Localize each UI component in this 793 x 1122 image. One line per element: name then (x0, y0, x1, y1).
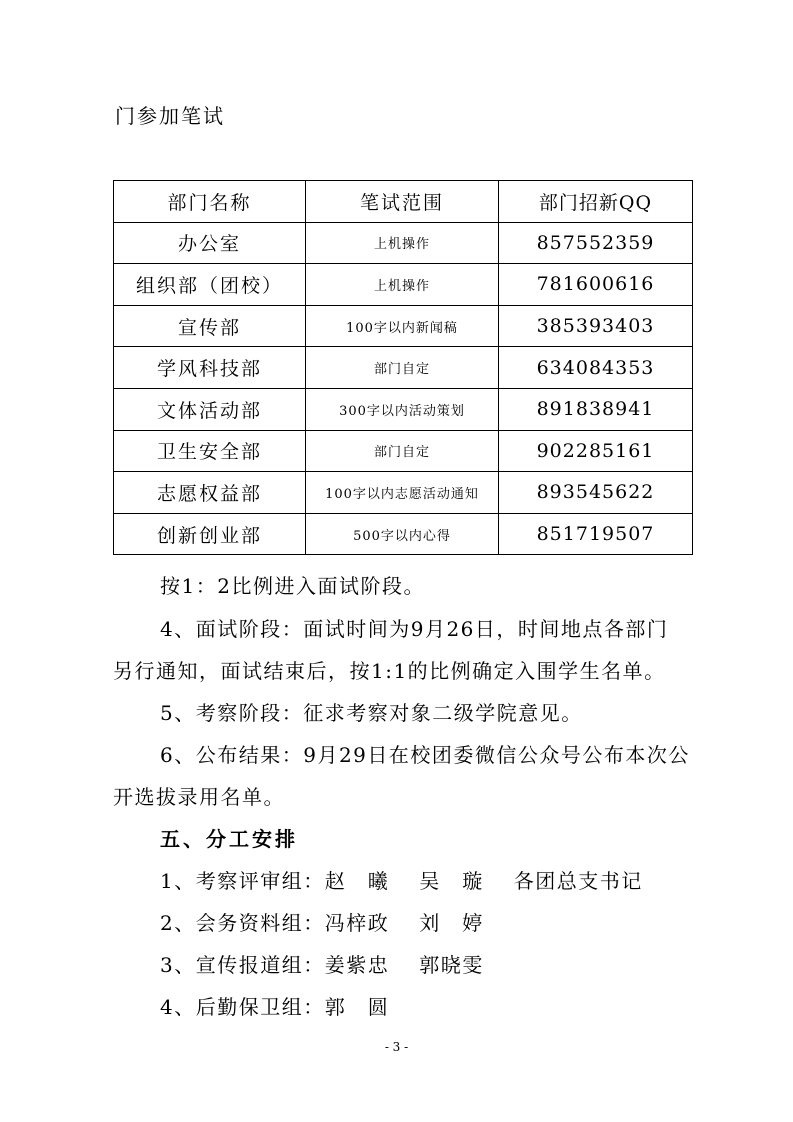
recruit-qq: 891838941 (499, 388, 693, 430)
paragraph-announce-line1: 6、公布结果：9月29日在校团委微信公众号公布本次公 (160, 743, 690, 767)
person-name: 冯梓政 (324, 911, 390, 935)
table-row (114, 430, 693, 472)
table-header-cell: 部门招新QQ (499, 181, 693, 223)
department-name: 办公室 (114, 222, 306, 264)
person-name: 郭 圆 (324, 995, 390, 1019)
duty-label: 1、考察评审组： (160, 869, 325, 893)
table-header-row (114, 181, 693, 223)
department-name: 学风科技部 (114, 347, 306, 389)
recruit-qq: 902285161 (499, 430, 693, 472)
recruit-qq: 857552359 (499, 222, 693, 264)
table-row (114, 388, 693, 430)
department-table (113, 180, 693, 555)
person-name: 郭晓雯 (419, 953, 484, 977)
paragraph-inspection: 5、考察阶段：征求考察对象二级学院意见。 (160, 701, 583, 725)
table-row (114, 264, 693, 306)
exam-scope: 部门自定 (306, 430, 499, 472)
exam-scope: 上机操作 (306, 222, 499, 264)
person-name: 刘 婷 (419, 911, 484, 935)
department-name: 创新创业部 (114, 513, 306, 555)
duty-item (160, 949, 484, 978)
table-row (114, 472, 693, 514)
duty-label: 2、会务资料组： (160, 911, 325, 935)
person-name: 各团总支书记 (513, 869, 643, 893)
recruit-qq: 385393403 (499, 305, 693, 347)
department-name: 卫生安全部 (114, 430, 306, 472)
department-name: 组织部（团校） (114, 264, 306, 306)
exam-scope: 500字以内心得 (306, 513, 499, 555)
person-name: 赵 曦 (324, 869, 390, 893)
table-row (114, 347, 693, 389)
duty-item (160, 907, 484, 936)
table-row (114, 305, 693, 347)
recruit-qq: 781600616 (499, 264, 693, 306)
lead-line: 门参加笔试 (115, 104, 225, 128)
paragraph-ratio: 按1：2比例进入面试阶段。 (160, 574, 425, 598)
department-name: 文体活动部 (114, 388, 306, 430)
duty-item (160, 991, 389, 1020)
exam-scope: 上机操作 (306, 264, 499, 306)
paragraph-interview-line2: 另行通知，面试结束后，按1:1的比例确定入围学生名单。 (113, 659, 666, 683)
duty-label: 4、后勤保卫组： (160, 995, 325, 1019)
section-heading: 五、分工安排 (160, 827, 298, 851)
exam-scope: 100字以内志愿活动通知 (306, 472, 499, 514)
page-number: - 3 - (384, 1040, 409, 1054)
duty-item (160, 865, 643, 894)
exam-scope: 300字以内活动策划 (306, 388, 499, 430)
recruit-qq: 634084353 (499, 347, 693, 389)
person-name: 吴 璇 (419, 869, 484, 893)
paragraph-announce-line2: 开选拔录用名单。 (113, 785, 285, 809)
person-name: 姜紫忠 (324, 953, 390, 977)
table-header-cell: 部门名称 (114, 181, 306, 223)
exam-scope: 部门自定 (306, 347, 499, 389)
duty-label: 3、宣传报道组： (160, 953, 325, 977)
recruit-qq: 893545622 (499, 472, 693, 514)
paragraph-interview-line1: 4、面试阶段：面试时间为9月26日，时间地点各部门 (160, 617, 669, 641)
department-name: 志愿权益部 (114, 472, 306, 514)
recruit-qq: 851719507 (499, 513, 693, 555)
table-row (114, 513, 693, 555)
department-name: 宣传部 (114, 305, 306, 347)
table-header-cell: 笔试范围 (306, 181, 499, 223)
table-row (114, 222, 693, 264)
exam-scope: 100字以内新闻稿 (306, 305, 499, 347)
